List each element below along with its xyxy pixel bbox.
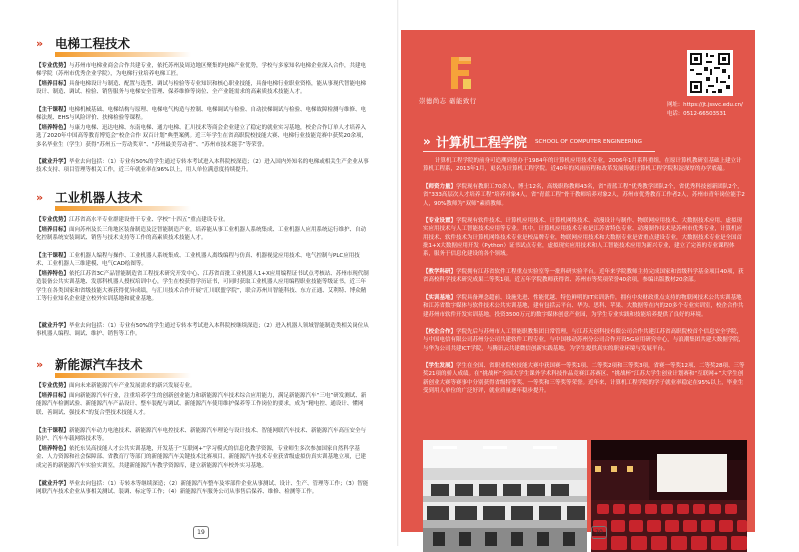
paragraph (36, 270, 370, 304)
paragraph-text: 学院现有软件技术、计算机应用技术、计算机网络技术、动漫设计与制作、物联网应用技术、大数据技术应用、虚拟现实应用技术与人工智能技术应用等专业。其中，计算机应用技术专业是江苏省特色专业、动漫制作技术是苏州市优秀专业，计算机应用技术、软件技术为计算机网络技术专业是校品牌专业，物联网应用技术和大数据专业是省重点建设专业，大数据技术专业是全国首批1+X大数据应用开发（Python）证书试点专业，虚拟现实应用技术和人工智能技术应用为新兴专业，建立了完善的专业课程体系，服务于信息化建设的各个领域。 (423, 218, 743, 258)
paragraph-label: 【学生发展】 (423, 363, 457, 369)
paragraph-text: 学院先后与苏州市人工智能职教集团日常管理，与江苏天创科技有限公司合作共建江苏省高职院校首个信息安全学院，与中国电信有限公司苏州分公司共建软件工程专业，与中国移动苏州分公司合作开设5G应用研究中心，与浪潮集团共建大数据学院，与华为公司共建ICT学院，与腾讯云共建微信创新实践基地，为学生提供真实的职业环境与发展平台。 (423, 329, 745, 352)
paragraph (36, 445, 370, 470)
paragraph-label: 【专业设置】 (423, 218, 457, 224)
paragraph-text: 依托江苏省3C产品智能制造省工程技术研究开发中心、江苏省首批工业机器人1+X应用编程证书试点考核站、苏州市现代制造装备公共实训基地、发那科机器人授权培训中心，学生在校获得学历证书，可同时获取工业机器人应用编程职业技能等级证书，近三年学生在各类国家和省级技能大赛获得优异成绩，与汇川技术合作开展“汇川联盟学院”，联合苏州川智能科技、东方正通、艾利特、博众精工等行业知名企业建立校外实训基地和就业基地。 (36, 271, 369, 303)
computer-lab-photo (423, 440, 587, 552)
paragraph-label: 【专业优势】 (36, 63, 70, 69)
paragraph-label: 【就业升学】 (36, 159, 70, 165)
paragraph (36, 322, 370, 339)
paragraph (36, 226, 370, 243)
paragraph-label: 【校企合作】 (423, 329, 457, 335)
paragraph-label: 【教学科研】 (423, 269, 457, 275)
phone-text: 电话：0512-66503531 (667, 111, 727, 117)
paragraph-label: 【主干课程】 (36, 428, 70, 434)
paragraph-text: 学院现有教职工70余人，博士12名，高级职称教师43名，省“青蓝工程”优秀教学团队2个，省优秀科技创新团队2个，省“333高层次人才培养工程”培养对象4人，省“青蓝工程”骨干教师培养对象2人，苏州市优秀教育工作者2人，苏州市青年岗位能手2人，90%教师为“双师”素质教师。 (423, 184, 745, 207)
college-panel (401, 30, 755, 532)
paragraph (36, 382, 370, 390)
paragraph-label: 【主干课程】 (36, 253, 70, 259)
paragraph-text: 工业机器人编程与操作、工业机器人系统集成、工业机器人离线编程与仿真、机器视觉应用技术、电气控制与PLC应用技术、工业机器人三维建模、电气CAD绘图等。 (36, 253, 360, 268)
section-title-text: 新能源汽车技术 (55, 357, 143, 372)
paragraph (36, 480, 370, 497)
paragraph (36, 216, 370, 224)
double-chevron-icon: » (36, 191, 43, 204)
paragraph-label: 【实训基地】 (423, 295, 457, 301)
paragraph-label: 【培养目标】 (36, 227, 70, 233)
paragraph-label: 【专业优势】 (36, 217, 70, 223)
website-text: 网址：https://jt.jssvc.edu.cn/ (667, 102, 743, 108)
paragraph (423, 362, 745, 395)
paragraph-text: 学院具备理念超前、设施先进、性能优越、特色鲜明的IT实训条件，拥有中央财政重点支持的物联网技术公共实训基地和江苏省数字媒体与软件技术公共实训基地，建有包括云平台、华为、思科、苹果、大数据等在内的20多个专业实训室，校企合作共建苏州市软件开发实训基地，投资3500万元的数字媒体创意产业园，为学生专业实践和技能培养提供了良好的环境。 (423, 295, 744, 318)
paragraph-label: 【师资力量】 (423, 184, 457, 190)
paragraph-text: 电梯机械基础、电梯结构与原理、电梯电气构造与控制、电梯调试与检验、自动扶梯调试与检验、电梯故障检测与维修、电梯法规、EHS与风险评价、扶梯检验等课程。 (36, 107, 367, 122)
paragraph (423, 217, 745, 258)
qr-code-icon[interactable] (687, 50, 733, 96)
paragraph-text: 具备电梯设计与制造、配置与选型、调试与检验等专业知识和核心职业技能，具备电梯行业职业资格，能从事现代智能电梯设计、制造、调试、检验、销售服务与电梯安全管理、保养维修等岗位、全产业链需求的高素质技术技能人才。 (36, 81, 367, 96)
paragraph-label: 【培养目标】 (36, 81, 70, 87)
paragraph-label: 【专业优势】 (36, 383, 70, 389)
paragraph-label: 【就业升学】 (36, 481, 70, 487)
paragraph-label: 【培养目标】 (36, 393, 70, 399)
page-number: 20 (591, 526, 607, 539)
left-page (0, 0, 399, 546)
paragraph (423, 157, 745, 174)
paragraph (423, 294, 745, 319)
paragraph-text: 新能源汽车动力电池技术、新能源汽车电控技术、新能源汽车理论与设计技术、智能网联汽车技术、新能源汽车高压安全与防护、汽车车载网络技术等。 (36, 428, 367, 443)
paragraph-text: 毕业去向包括：（1）专转本等继续深造；（2）新能源汽车整车及零部件企业从事测试、设计、生产、管理等工作；（3）智能网联汽车技术企业从事相关测试、装调、标定等工作；（4）新能源汽车服务公司从事售后保养、维修、检测等工作。 (36, 481, 369, 496)
lecture-hall-photo (591, 440, 747, 552)
paragraph-text: 学院拥有江苏省软件工程重点实验室等一批科研实验平台。近年来学院教师主持完成国家和省级科学基金项目40项，获省高校科学技术研究成果二等奖1项。近五年学院教师获得省、苏州市等奖项荣誉40余项，参编出版教材20余部。 (423, 269, 744, 284)
page-number: 19 (193, 526, 209, 539)
college-name-en: SCHOOL OF COMPUTER ENGINEERING (534, 138, 642, 145)
title-underline-bar (55, 373, 191, 378)
title-underline-bar (55, 52, 191, 57)
school-motto: 崇德尚志 砺能致行 (419, 97, 477, 105)
paragraph (36, 124, 370, 149)
paragraph (423, 268, 745, 285)
paragraph-text: 江苏省高水平专业群建设骨干专业、学校“十四五”重点建设专业。 (69, 217, 229, 223)
paragraph-label: 【培养特色】 (36, 446, 70, 452)
paragraph-label: 【培养特色】 (36, 271, 70, 277)
paragraph-text: 学生在全国、省职业院校技能大赛中获国赛一等奖1项、二等奖2项和三等奖3项，省赛一等奖12项、二等奖28项、三等奖21项的骄人成绩。在“挑战杯”全国大学生课外学术科技作品竞赛江苏赛区、“挑战杯”江苏大学生创业计划赛和“互联网+”大学生创新创业大赛等赛事中分别获得省级特等奖、一等奖和三等奖等荣誉。近年来，计算机工程学院的学子就业率稳定在95%以上，毕业生受到用人单位的广泛好评，就业质量逐年稳步提升。 (423, 363, 745, 394)
section-title-robot (36, 190, 376, 206)
section-title-text: 电梯工程技术 (55, 36, 131, 51)
paragraph (36, 80, 370, 97)
paragraph (423, 328, 745, 353)
title-underline-bar (55, 206, 191, 211)
paragraph-label: 【就业升学】 (36, 323, 70, 329)
double-chevron-icon: » (36, 37, 43, 50)
paragraph-text: 与康力电梯、迅达电梯、东南电梯、通力电梯、汇川技术等商会企业建立了稳定的就业实习基地，校企合作订单人才培养入选了2020年中国高等教育博览会“校企合作 双百计划”典型案例。近三年学生在省高职院校技能大赛、电梯行业技能竞赛中获奖20余项，多名毕业生（学生）获得“苏州五一劳动奖章”、“苏州最美劳动者”、“苏州市技术能手”等荣誉。 (36, 125, 367, 148)
paragraph-text: 与苏州市电梯业商会合作共建专业，依托苏州及周边地区聚集的电梯产业优势，学校与多家知名电梯企业深入合作，共建电梯学院（苏州市优秀企业学院），为电梯行业培养电梯工匠。 (36, 63, 367, 78)
paragraph (36, 158, 370, 175)
title-rule (423, 151, 655, 152)
college-title (423, 131, 642, 151)
paragraph-text: 面向苏州及长三角地区装备制造及泛智能制造产业，培养能从事工业机器人系统集成、工业机器人应用系统运行维护、自动化控制系统安装调试、销售与技术支持等工作的高素质技术技能人才。 (36, 227, 367, 242)
paragraph (423, 183, 745, 208)
paragraph (36, 252, 370, 269)
paragraph-text: 面向新能源汽车行业，注重培养学生的创新创业能力和新能源汽车技术综合应用能力，满足新能源汽车“三电”研发测试、新能源汽车检测试验、新能源汽车产品设计、整车装配与调试、新能源汽车使用维护保养等工作岗位的要求，成为“精电控、通设计、懂网联、善调试、强技术”的复合型技术技能人才。 (36, 393, 367, 416)
double-chevron-icon: » (423, 134, 431, 149)
paragraph (36, 106, 370, 123)
paragraph (36, 427, 370, 444)
paragraph-text: 毕业去向包括：（1）专业有50%的学生通过专转本考试进入本科院校深造；（2）进入国内外知名的电梯或相关生产企业从事技术支持、项目管理等相关工作，近三年就业率在96%以上，用人单位满意度持续提升。 (36, 159, 369, 174)
paragraph-text: 依托东吴高技能人才公共实训基地，开发基于“互联网+”学习模式的信息化教学资源，专业师生多次参加国家自然科学基金、人力资源和社会保障部、省教育厅等部门的新能源汽车关键技术比赛项目，新能源汽车技术专业获省级虚拟仿真实训基地立项，已建成完善的新能源汽车实验实训室，共建新能源汽车教学资源库，建立新能源汽车校外实习基地。 (36, 446, 367, 469)
college-name-zh: 计算机工程学院 (435, 136, 527, 151)
paragraph-label: 【主干课程】 (36, 107, 70, 113)
section-title-ev (36, 357, 376, 373)
paragraph-text: 计算机工程学院的前身可追溯到创办于1984年的计算机应用技术专业，2006年1月系科重组，在原计算机教研室基础上建立计算机工程系，2013年1月，更名为计算机工程学院。近40年的风雨历程和改革发展铸就计算机工程学院积淀深厚的办学底蕴。 (423, 158, 742, 173)
right-page (399, 0, 799, 546)
section-title-elevator (36, 36, 376, 52)
paragraph-label: 【培养特色】 (36, 125, 70, 131)
section-title-text: 工业机器人技术 (55, 190, 143, 205)
school-logo-icon (445, 53, 477, 93)
paragraph-text: 面向未来新能源汽车产业发展需求的新兴发展专业。 (69, 383, 196, 389)
double-chevron-icon: » (36, 358, 43, 371)
paragraph-text: 毕业去向包括：（1）专业有50%的学生通过专转本考试进入本科院校继续深造；（2）进入机器人领域智能制造类相关岗位从事机器人编程、调试、维护、销售等工作。 (36, 323, 369, 338)
paragraph (36, 62, 370, 79)
paragraph (36, 392, 370, 417)
